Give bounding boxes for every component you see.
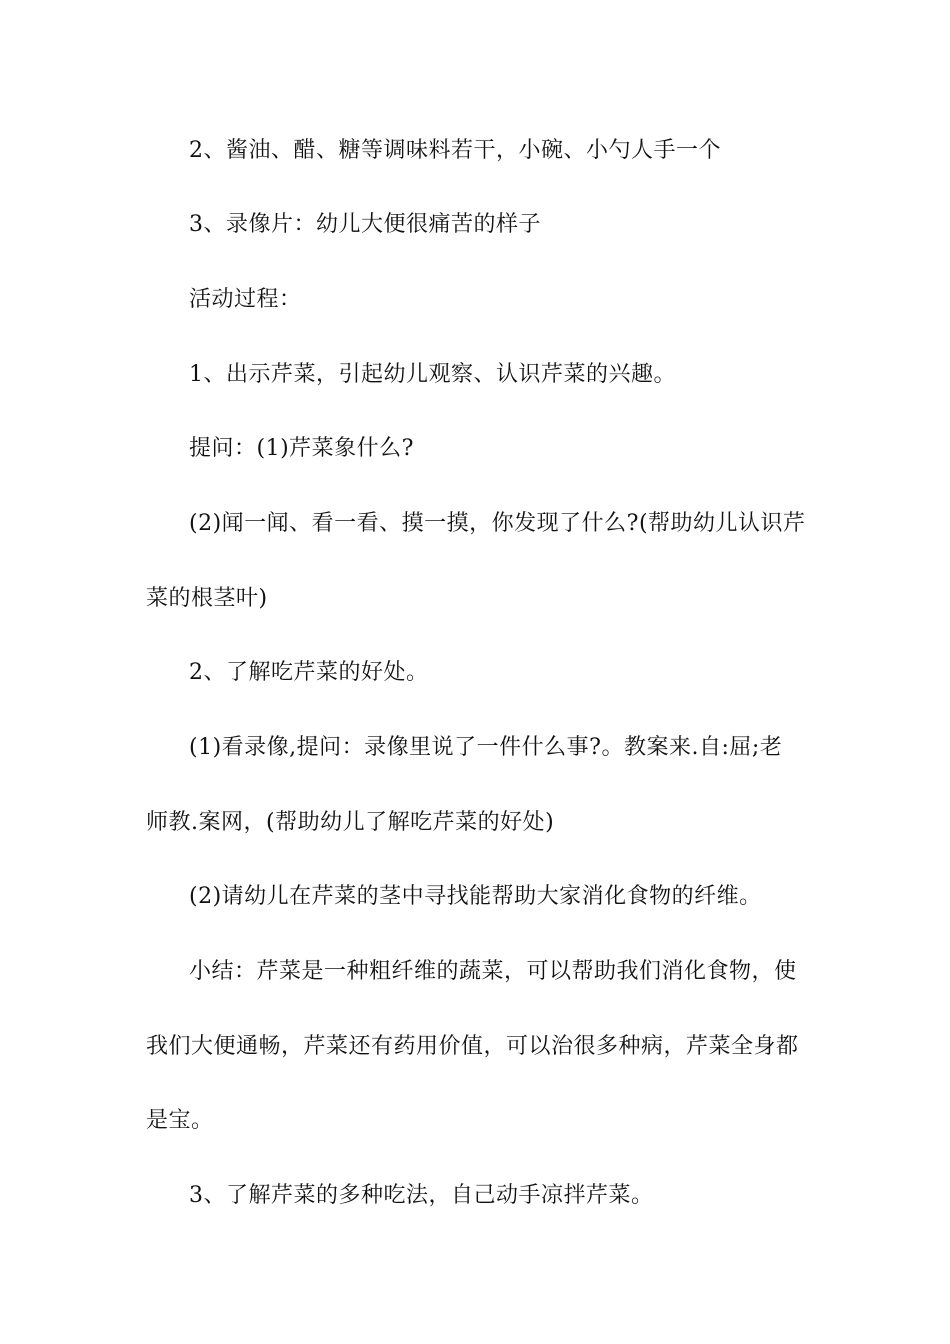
text-line-question-1: 提问：(1)芹菜象什么? bbox=[189, 436, 414, 461]
text-line-materials-2: 2、酱油、醋、糖等调味料若干，小碗、小勺人手一个 bbox=[189, 138, 721, 163]
section-heading-process: 活动过程： bbox=[189, 287, 302, 312]
text-line-step-2: 2、了解吃芹菜的好处。 bbox=[189, 660, 429, 685]
text-line-fiber-search: (2)请幼儿在芹菜的茎中寻找能帮助大家消化食物的纤维。 bbox=[189, 884, 762, 909]
text-line-step-1: 1、出示芹菜，引起幼儿观察、认识芹菜的兴趣。 bbox=[189, 362, 676, 387]
text-line-summary-end: 是宝。 bbox=[146, 1108, 214, 1133]
text-line-question-2-cont: 菜的根茎叶) bbox=[146, 586, 268, 611]
text-line-materials-3: 3、录像片：幼儿大便很痛苦的样子 bbox=[189, 212, 541, 237]
text-line-summary-cont: 我们大便通畅，芹菜还有药用价值，可以治很多种病，芹菜全身都 bbox=[146, 1034, 799, 1059]
text-line-step-3: 3、了解芹菜的多种吃法，自己动手凉拌芹菜。 bbox=[189, 1183, 654, 1208]
text-line-question-2: (2)闻一闻、看一看、摸一摸，你发现了什么?(帮助幼儿认识芹 bbox=[189, 511, 806, 536]
text-line-summary: 小结：芹菜是一种粗纤维的蔬菜，可以帮助我们消化食物，使 bbox=[189, 959, 797, 984]
text-line-video-question-cont: 师教.案网，(帮助幼儿了解吃芹菜的好处) bbox=[146, 810, 555, 835]
text-line-video-question: (1)看录像,提问：录像里说了一件什么事?。教案来.自:屈;老 bbox=[189, 735, 783, 760]
